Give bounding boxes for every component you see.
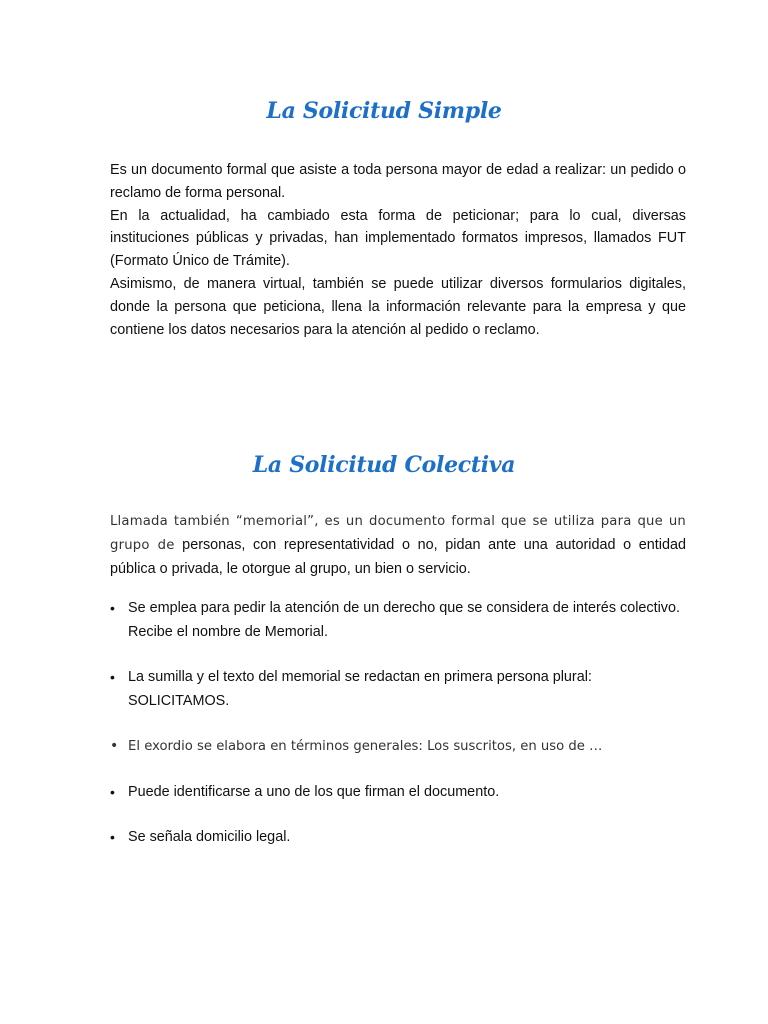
bullet-icon: • (110, 738, 119, 754)
characteristics-list (110, 597, 686, 872)
solicitud-simple-body (110, 159, 686, 341)
list-item-text: La sumilla y el texto del memorial se redactan en primera persona plural: SOLICITAMOS. (128, 669, 592, 709)
list-item-text: Se emplea para pedir la atención de un derecho que se considera de interés colectivo. Recibe el nombre de Memorial. (128, 600, 680, 640)
intro-lead-text: Llamada también “memorial”, es un documento formal que se utiliza para que un grupo de (110, 514, 686, 553)
paragraph: En la actualidad, ha cambiado esta forma de peticionar; para lo cual, diversas instituciones públicas y privadas, han implementado formatos impresos, llamados FUT (Formato Único de Trámite). (110, 207, 686, 270)
list-item (110, 666, 686, 713)
list-item (110, 781, 686, 805)
bullet-icon: • (110, 669, 115, 685)
paragraph (110, 510, 686, 580)
list-item-text: El exordio se elabora en términos generales: Los suscritos, en uso de … (128, 739, 603, 754)
bullet-icon: • (110, 829, 115, 845)
list-item (110, 826, 686, 850)
list-item (110, 735, 686, 759)
section-title-solicitud-colectiva: La Solicitud Colectiva (252, 452, 516, 478)
bullet-icon: • (110, 783, 115, 800)
list-item (110, 597, 686, 644)
solicitud-colectiva-intro (110, 510, 686, 580)
paragraph: Asimismo, de manera virtual, también se puede utilizar diversos formularios digitales, donde la persona que peticiona, llena la información relevante para la empresa y que contiene los datos necesarios para la atención al pedido o reclamo. (110, 275, 686, 338)
bullet-icon: • (110, 600, 115, 616)
list-item-text: Puede identificarse a uno de los que firman el documento. (128, 783, 500, 800)
section-title-solicitud-simple: La Solicitud Simple (266, 98, 502, 124)
paragraph: Es un documento formal que asiste a toda persona mayor de edad a realizar: un pedido o reclamo de forma personal. (110, 162, 686, 201)
list-item-text: Se señala domicilio legal. (128, 829, 291, 845)
intro-rest-text: personas, con representatividad o no, pidan ante una autoridad o entidad pública o privada, le otorgue al grupo, un bien o servicio. (110, 536, 686, 577)
